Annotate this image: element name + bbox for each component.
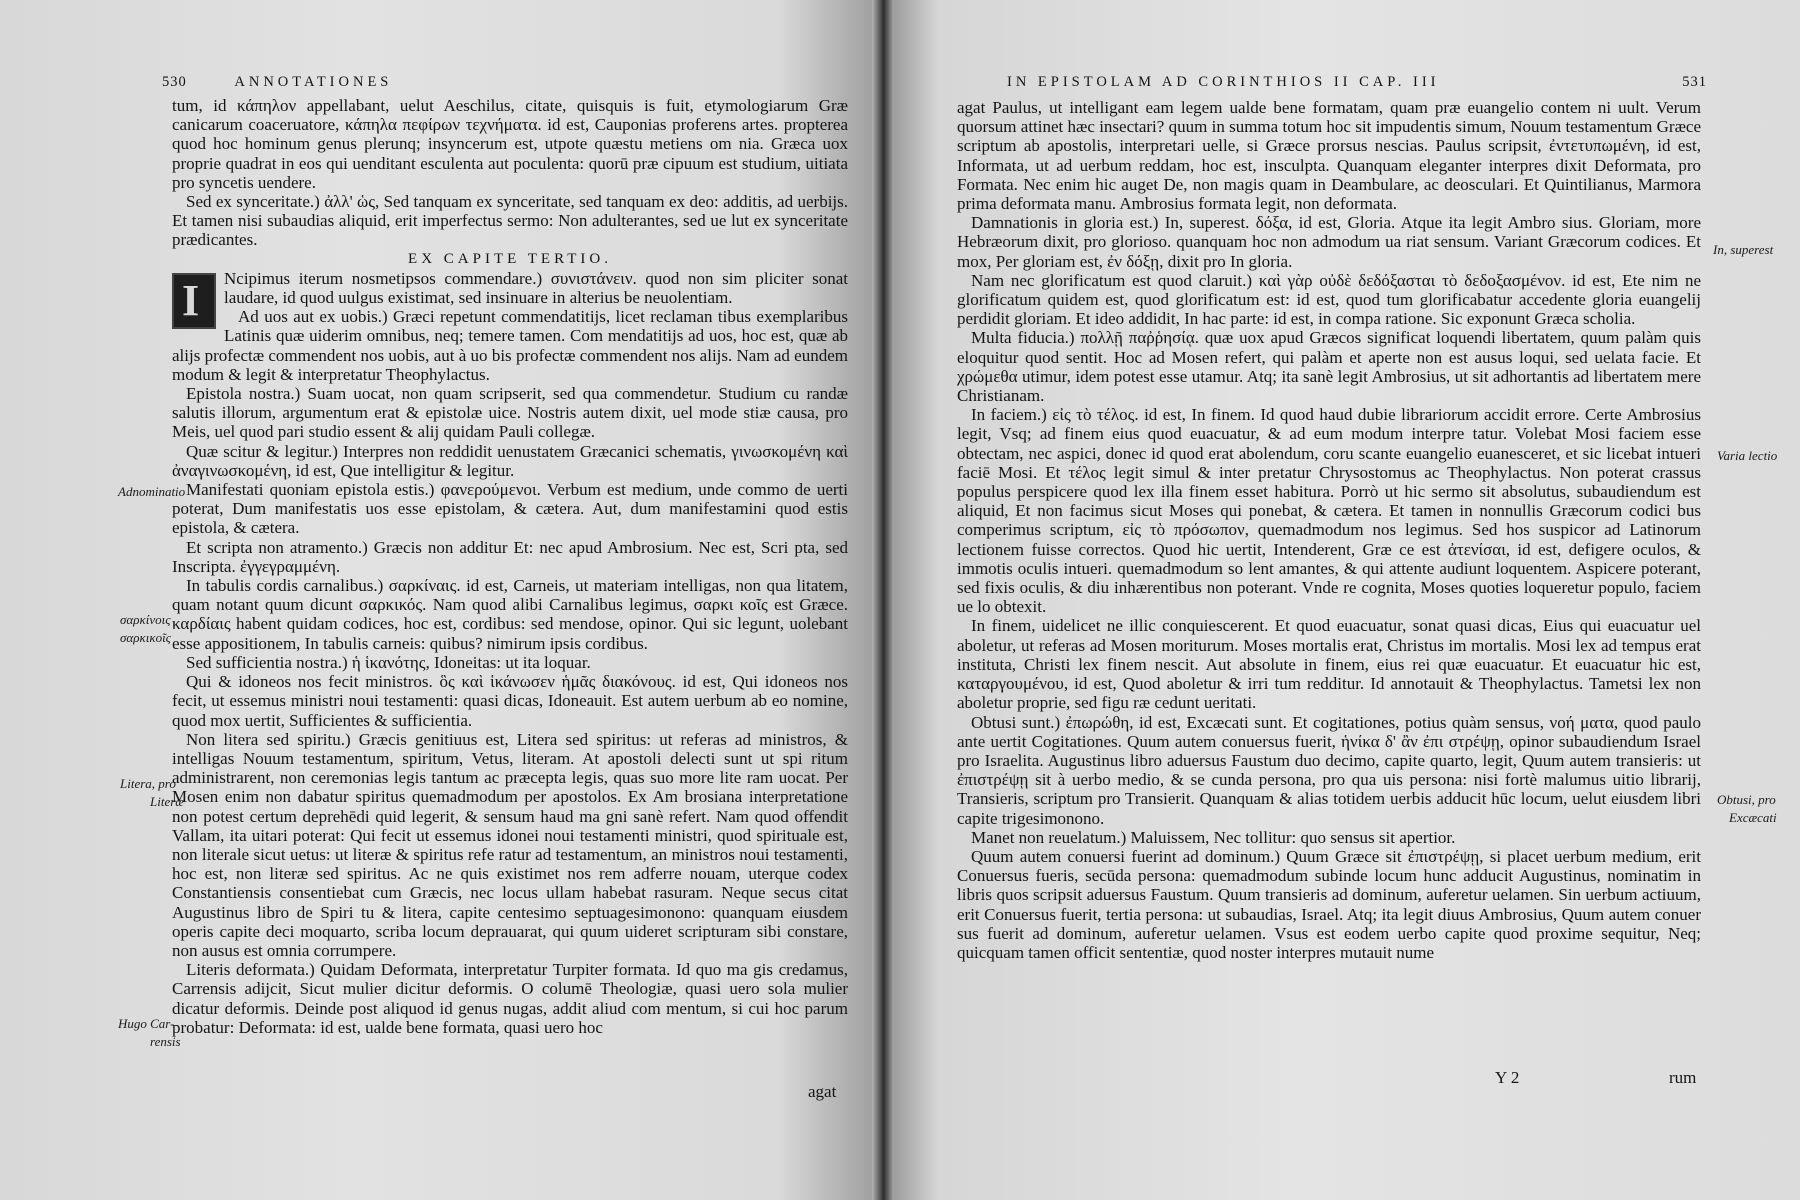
right-text-block (957, 98, 1701, 962)
decorated-initial (172, 273, 216, 329)
left-page-number: 530 (162, 74, 187, 90)
margin-note-greek-1: σαρκίνοις (120, 612, 171, 627)
margin-note-excaecati: Excæcati (1729, 810, 1777, 825)
right-running-head (1007, 74, 1707, 91)
right-paragraph: In faciem.) εἰς τὸ τέλος. id est, In finem. Id quod haud dubie librariorum accidit errore. Certe Ambrosius legit, Vsq; ad finem eius quod euacuatur, & ad eum modum interpre tatur. Volebat Mosi faciem esse obtectam, nec aspici, donec id quod erat abolendum, coru scante euangelio euanesceret, et sic licebat intueri faciē Mosi. Et τέλος legit simul & inter pretatur Chrysostomus ac Theophylactus. Non poterat crassus populus perspicere quod lex illa finem esset habitura. Porrò ut hic sermo sit absolutus, subaudiendum est aliquid, Et non facimus sicut Moses qui ponebat, & cætera. Et tamen in nonnullis Græcorum codici bus comperimus scriptum, εἰς τὸ πρόσωπον, quemadmodum nos legimus. Sed hos suspicor ad Latinorum lectionem fuisse correctos. Quod hic uertit, Intenderent, Græ ce est ἀτενίσαι, id est, defigere oculos, & immotis oculis intueri. quemadmodum so lent amantes, & qui attente audiunt loquentem. Aspicere poterant, sed fixis oculis, & diu inhærentibus non poterant. Vnde re cognita, Moses quoties loqueretur populo, faciem ue lo obtexit. (957, 405, 1701, 617)
left-paragraph: Sed ex synceritate.) ἀλλ' ὡς, Sed tanquam ex synceritate, sed tanquam ex deo: additis, ad uerbijs. Et tamen nisi subaudias aliquid, erit imperfectus sermo: Non adulterantes, sed ue lut ex synceritate prædicantes. (172, 192, 848, 250)
right-page (883, 0, 1800, 1200)
left-catchword: agat (808, 1082, 837, 1101)
left-paragraph: Manifestati quoniam epistola estis.) φανερούμενοι. Verbum est medium, unde commo de uerti poterat, Dum manifestatis uos esse epistolam, & cætera. Aut, dum manifestamini quod estis epistola, & cætera. (172, 480, 848, 538)
left-paragraph: Ad uos aut ex uobis.) Græci repetunt commendatitijs, licet reclaman tibus exemplaribus Latinis quæ uiderim omnibus, neq; temere tamen. Com mendatitijs ad uos, hoc est, quæ ab alijs profectæ commendent nos uobis, aut à uo bis profectæ commendent nos alijs. Nam ad eundem modum & legit & interpretatur Theophylactus. (172, 307, 848, 384)
margin-note-literae: Literæ (150, 794, 184, 809)
left-paragraph: Literis deformata.) Quidam Deformata, interpretatur Turpiter formata. Id quo ma gis credamus, Carrensis adijcit, Sicut mulier dicitur deformis. O columē Theologiæ, quasi uero sola mulier dicatur deformis. Deinde post aliquod id genus nugas, addit aliud com mentum, si cui hoc parum probatur: Deformata: id est, ualde bene formata, quasi uero hoc (172, 960, 848, 1037)
left-paragraph: In tabulis cordis carnalibus.) σαρκίναις. id est, Carneis, ut materiam intelligas, non qua litatem, quam notant quum dicunt σαρκικός. Nam quod alibi Carnalibus legimus, σαρκι κοῖς est Græce. καρδίαις habent quidam codices, hoc est, cordibus: sed mendose, opinor. Qui sic legunt, uolebant esse appositionem, In tabulis carneis: quibus? nimirum ipsis cordibus. (172, 576, 848, 653)
left-paragraph: Ncipimus iterum nosmetipsos commendare.) συνιστάνειν. quod non sim pliciter sonat laudare, id quod uulgus existimat, sed insinuare in alterius be neuolentiam. (224, 268, 848, 308)
right-paragraph: Quum autem conuersi fuerint ad dominum.) Quum Græce sit ἐπιστρέψῃ, si placet uerbum medium, erit Conuersus fueris, secūda persona: quemadmodum subinde locum hunc adducit Augustinus, nominatim in libris quos scripsit aduersus Faustum. Quum transieris ad dominum, auferetur uelamen. Sin uerbum actiuum, erit Conuersus fuerit, tertia persona: ut subaudias, Israel. Atq; ita legit diuus Ambrosius, Quum autem conuer sus fuerit ad dominum, auferetur uelamen. Vsus est eodem uerbo capite quod proxime sequitur, Neq; quicquam tamen officit sententiæ, quod noster interpres mutauit nume (957, 846, 1701, 962)
section-heading: EX CAPITE TERTIO. (408, 250, 612, 267)
margin-note-varia-lectio: Varia lectio (1717, 448, 1778, 463)
right-signature: Y 2 (1495, 1068, 1520, 1087)
left-paragraph: Et scripta non atramento.) Græcis non additur Et: nec apud Ambrosium. Nec est, Scri pta, sed Inscripta. ἐγγεγραμμένη. (172, 537, 848, 576)
right-paragraph: agat Paulus, ut intelligant eam legem ualde bene formatam, quam præ euangelio contem ni uult. Verum quorsum attinet hæc insectari? quum in summa totum hoc sit impudentis simum, Nouum testamentum Græce scriptum ab apostolis, interpretari uelle, si Græce prorsus nescias. Paulus scripsit, ἐντετυπωμένη, id est, Informata, ut ad uerbum reddam, hoc est, insculpta. Quanquam eleganter interpres dixit Deformata, pro Formata. Nec enim hic auget De, non magis quam in Deambulare, ac deosculari. Et Quintilianus, Marmora prima deformata manu. Ambrosius formata legit, non deformata. (957, 98, 1701, 214)
left-running-head (162, 74, 392, 91)
right-page-number: 531 (1682, 74, 1707, 90)
right-paragraph: In finem, uidelicet ne illic conquiescerent. Et quod euacuatur, sonat quasi dicas, Eius qui euacuatur uel aboletur, ut referas ad Mosen moriturum. Moses mortalis erat, Christus im mortalis. Mosi lex ad tempus erat instituta, Christi lex finem nescit. Aut absolute in finem, eius rei quæ euacuatur. Et euacuatur hic est, καταργουμένου, id est, Quod aboletur & irri tum redditur. Id annotauit & Theophylactus. Tametsi lex non aboletur proprie, sed figu ræ cedunt ueritati. (957, 616, 1701, 713)
margin-note-greek-2: σαρκικοῖς (120, 630, 171, 645)
right-paragraph: Nam nec glorificatum est quod claruit.) καὶ γὰρ οὐδὲ δεδόξασται τὸ δεδοξασμένον. id est, Ete nim ne glorificatum quidem est, quod glorificatum est: id est, quod tum glorificabatur accedente gloria euangelij perdidit gloriam. Et ideo addidit, In hac parte: id est, in compa ratione. Sic exponunt Græca scholia. (957, 270, 1701, 329)
initial-letter: I (182, 275, 200, 325)
right-catchword: rum (1669, 1068, 1697, 1087)
left-page (0, 0, 883, 1200)
left-paragraph: tum, id κάπηλον appellabant, uelut Aeschilus, citate, quisquis is fuit, etymologiarum Græ canicarum coaceruatore, κάπηλα πεφίρων τεχνήματα. id est, Cauponias proferens artes. propterea quod hoc hominum genus plerunq; insyncerum est, utpote quæstu metiens om nia. Græca uox proprie quadrat in eos qui uenditant esculenta aut poculenta: quorū præ cipuum est studium, uitiata pro syncetis uendere. (172, 96, 848, 192)
margin-note-litera: Litera, pro (120, 776, 176, 791)
left-paragraph: Qui & idoneos nos fecit ministros. ὃς καὶ ἱκάνωσεν ἡμᾶς διακόνους. id est, Qui idoneos nos fecit, ut essemus ministri noui testamenti: quasi dicas, Idoneauit. Est autem uerbum ab eo nomine, quod mox uertit, Sufficientes & sufficientia. (172, 672, 848, 730)
right-paragraph: Manet non reuelatum.) Maluissem, Nec tollitur: quo sensus sit apertior. (971, 827, 1456, 847)
margin-note-rensis: rensis (150, 1034, 181, 1049)
right-paragraph: Multa fiducia.) πολλῇ παῤῥησίᾳ. quæ uox apud Græcos significat loquendi libertatem, quum palàm quis eloquitur quod sentit. Hoc ad Mosen refert, qui palàm et aperte non est ausus loqui, sed uelata facie. Et χρώμεθα utimur, idem potest esse utamur. Atq; ita sanè legit Ambrosius, ut sit adhortantis ad libertatem mere Christianam. (957, 328, 1701, 406)
right-paragraph: Damnationis in gloria est.) In, superest. δόξα, id est, Gloria. Atque ita legit Ambro sius. Gloriam, more Hebræorum dixit, pro glorioso. quanquam hoc non admodum ua riat sensum. Variant Græcorum codices. Et mox, Per gloriam est, ἐν δόξῃ, dixit pro In gloria. (957, 213, 1701, 271)
margin-note-hugo: Hugo Car- (118, 1016, 175, 1031)
margin-note-obtusi: Obtusi, pro (1717, 792, 1776, 807)
right-paragraph: Obtusi sunt.) ἐπωρώθη, id est, Excæcati sunt. Et cogitationes, potius quàm sensus, νοή ματα, quod paulo ante uertit Cogitationes. Quum autem conuersus fuerit, ἡνίκα δ' ἂν ἐπι στρέψῃ, opinor subaudiendum Israel pro Israelita. Augustinus libro aduersus Faustum duo decimo, capite quarto, legit, Quum autem transieris: ut ἐπιστρέψῃ sit à uerbo medio, & se cunda persona, pro qua uis persona: nisi fortè malumus uitio librarij, Transieris, scriptum pro Transierit. Quanquam & alias totidem uerbis adducit hūc locum, uelut eiusdem libri capite trigesimonono. (957, 712, 1701, 828)
left-paragraph: Epistola nostra.) Suam uocat, non quam scripserit, sed qua commendetur. Studium cu randæ salutis illorum, argumentum erat & epistolæ uice. Nostris autem dixit, uel mode stiæ causa, pro Meis, uel quod pari studio essent & alij quidam Pauli collegæ. (172, 384, 848, 442)
left-paragraph: Sed sufficientia nostra.) ἡ ἱκανότης, Idoneitas: ut ita loquar. (186, 652, 591, 672)
margin-note-superest: In, superest (1713, 242, 1774, 257)
left-paragraph: Non litera sed spiritu.) Græcis genitiuus est, Litera sed spiritus: ut referas ad ministros, & intelligas Nouum testamentum, spiritum, Vetus, literam. At apostoli delecti sunt ut spi ritum administrarent, non ceremonias legis tantum ac præcepta legis, quas suo more lite ram uocat. Per Mosen enim non dabatur spiritus quemadmodum per apostolos. Ex Am brosiana interpretatione non potest certum deprehēdi quid legerit, & sensum haud ma gni sanè refert. Nam quod offendit Vallam, ita uitari poterat: Qui fecit ut essemus idonei noui testamenti ministri, quod spirituale est, non literale sicut uetus: ut literæ & spiritus refe ratur ad testamentum, an ministros noui testamenti, hoc est, non literæ sed spiritus. Ac ne quis existimet nos rem adferre nouam, uterque codex Constantiensis consentiebat cum Græcis, nec locus ullam habebat rasuram. Neque secus citat Augustinus libro de Spiri tu & litera, capite centesimo septuagesimonono: quanquam eiusdem operis capite deci moquarto, scriba locum deprauarat, qui quum uideret scripturam sibi constare, non ausus est omnia corrumpere. (172, 729, 848, 960)
margin-note-adnominatio: Adnominatio (118, 484, 186, 499)
book-gutter (872, 0, 894, 1200)
left-text-block (172, 96, 848, 1037)
left-running-title: ANNOTATIONES (234, 74, 393, 90)
right-running-title: IN EPISTOLAM AD CORINTHIOS II CAP. III (1007, 74, 1440, 90)
left-paragraph: Quæ scitur & legitur.) Interpres non reddidit uenustatem Græcanici schematis, γινωσκομένη καὶ ἀναγινωσκομένη, id est, Que intelligitur & legitur. (172, 441, 848, 480)
